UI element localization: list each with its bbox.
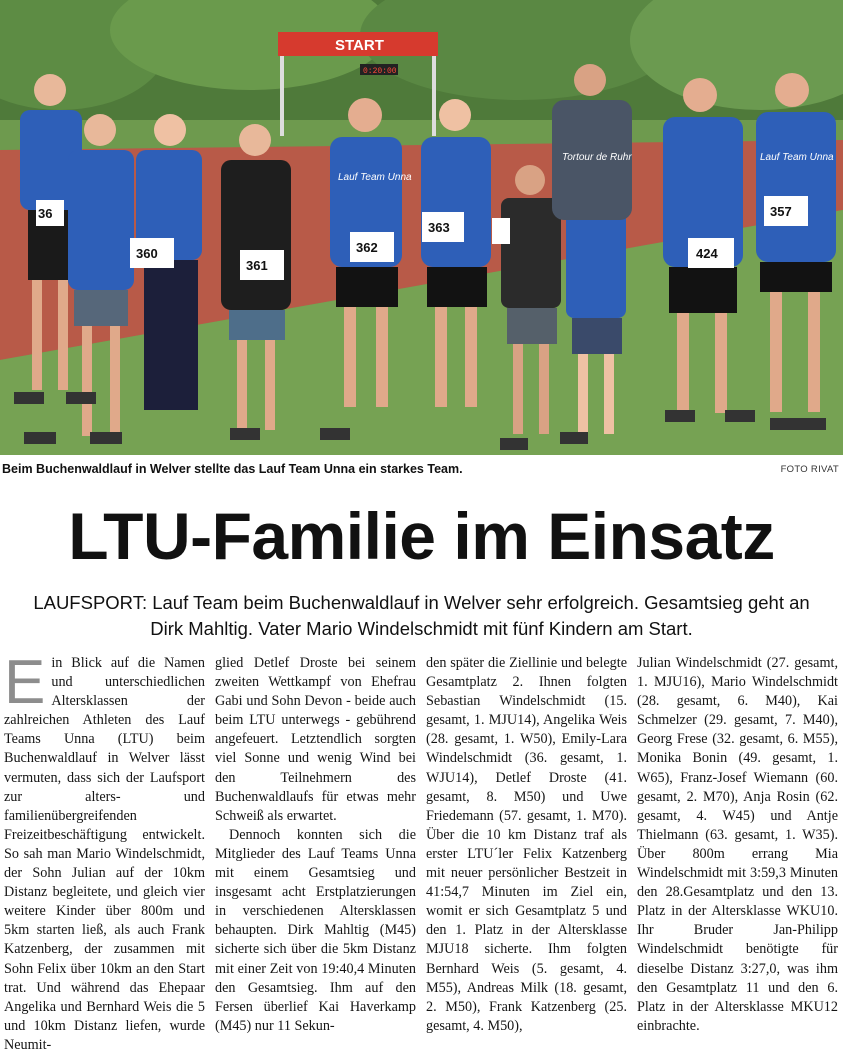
- article-column-1: [4, 648, 205, 1053]
- bib-360: 360: [136, 246, 158, 261]
- team-photo-illustration: [0, 0, 843, 455]
- bib-424: 424: [696, 246, 718, 261]
- col2-paragraph-1: glied Detlef Droste bei seinem zweiten Wettkampf von Ehefrau Gabi und Sohn Devon - beide auch beim LTU unterwegs - gebührend angefeuert. Letztendlich sorgten viel Sonne und wenig Wind bei den Teilnehmern des Buchenwaldlaufs für etwas mehr Schweiß als erwartet.: [215, 655, 416, 824]
- col2-paragraph-2: Dennoch konnten sich die Mitglieder des Lauf Teams Unna mit einem Gesamtsieg und insgesamt acht Erstplatzierungen in verschiedenen Altersklassen behaupten. Dirk Mahltig (M45) sicherte sich über die 5km Distanz mit einer Zeit von 19:40,4 Minuten den Gesamtsieg. Ihm auf den Fersen überlief Kai Haverkamp (M45) nur 11 Sekun-: [215, 826, 416, 1034]
- shirt-text-3: Tortour de Ruhr: [562, 152, 632, 163]
- bib-362: 362: [356, 240, 378, 255]
- shirt-text-1: Lauf Team Unna: [338, 172, 412, 183]
- banner-text: START: [335, 37, 384, 54]
- col1-paragraph-1: in Blick auf die Namen und unterschiedlichen Altersklassen der zahlreichen Athleten des Lauf Teams Unna (LTU) beim Buchenwaldlauf in Welver lässt vermuten, dass sich der Laufsport zur alters- und familienübergreifenden Freizeitbeschäftigung entwickelt. So sah man Mario Windelschmidt, der Sohn Julian auf der 10km Distanz begleitete, und gleich vier weitere Kinder über 800m und 5km starten ließ, als auch Frank Katzenberg, der zusammen mit Sohn Felix über 10km an den Start trat. Und während das Ehepaar Angelika und Bernhard Weis die 5 und 10km Distanz liefen, wurde Neumit-: [4, 655, 205, 1053]
- photo-credit: FOTO RIVAT: [780, 464, 839, 475]
- article-column-4: [637, 654, 838, 1044]
- col3-paragraph-1: den später die Ziellinie und belegte Gesamtplatz 2. Ihnen folgten Sebastian Windelschmidt (15. gesamt, 1. MJU14), Angelika Weis (28. gesamt, 1. W50), Emily-Lara Windelschmidt (36. gesamt, 1. WJU14), Detlef Droste (41. gesamt, 8. M50) und Uwe Friedemann (57. gesamt, 1. M70). Über die 10 km Distanz traf als erster LTU´ler Felix Katzenberg mit neuer persönlicher Bestzeit in 41:54,7 Minuten im Ziel ein, womit er sich Gesamtplatz 5 und den 1. Platz in der Altersklasse MJU18 sicherte. Ihm folgten Bernhard Weis (5. gesamt, 4. M55), Andreas Milk (18. gesamt, 2. M50), Frank Katzenberg (25. gesamt, 4. M50),: [426, 655, 627, 1034]
- bib-357: 357: [770, 204, 792, 219]
- bib-361: 361: [246, 258, 268, 273]
- bib-363: 363: [428, 220, 450, 235]
- article-column-3: [426, 654, 627, 1044]
- team-photo: [0, 0, 843, 455]
- shirt-text-2: Lauf Team Unna: [760, 152, 834, 163]
- deck-kicker: LAUFSPORT:: [33, 592, 148, 613]
- deck-text: Lauf Team beim Buchenwaldlauf in Welver sehr erfolgreich. Gesamtsieg geht an Dirk Mahltig. Vater Mario Windelschmidt mit fünf Kindern am Start.: [147, 592, 810, 639]
- drop-cap: E: [4, 648, 46, 717]
- bib-36: 36: [38, 206, 53, 221]
- headline: LTU-Familie im Einsatz: [68, 499, 775, 573]
- photo-caption: Beim Buchenwaldlauf in Welver stellte das Lauf Team Unna ein starkes Team.: [2, 462, 463, 476]
- caption-row: [0, 460, 843, 478]
- article-column-2: [215, 654, 416, 1044]
- col4-paragraph-1: Julian Windelschmidt (27. gesamt, 1. MJU16), Mario Windelschmidt (28. gesamt, 6. M40), Kai Schmelzer (29. gesamt, 7. M40), Georg Frese (32. gesamt, 6. M55), Monika Bonin (49. gesamt, 1. W65), Franz-Josef Wiemann (60. gesamt, 2. M70), Anja Rosin (62. gesamt, 4. W45) und Antje Thielmann (63. gesamt, 1. W35). Über 800m errang Mia Windelschmidt mit 3:59,3 Minuten den 28.Gesamtplatz und den 13. Platz in der Altersklasse WKU10. Ihr Bruder Jan-Philipp Windelschmidt benötigte für dieselbe Distanz 3:27,0, was ihm den Gesamtplatz 11 und den 6. Platz in der Altersklasse MKU12 einbrachte.: [637, 655, 838, 1034]
- article-body: [4, 648, 840, 1053]
- timer-text: 0:20:00: [363, 67, 397, 76]
- deck: [20, 590, 823, 642]
